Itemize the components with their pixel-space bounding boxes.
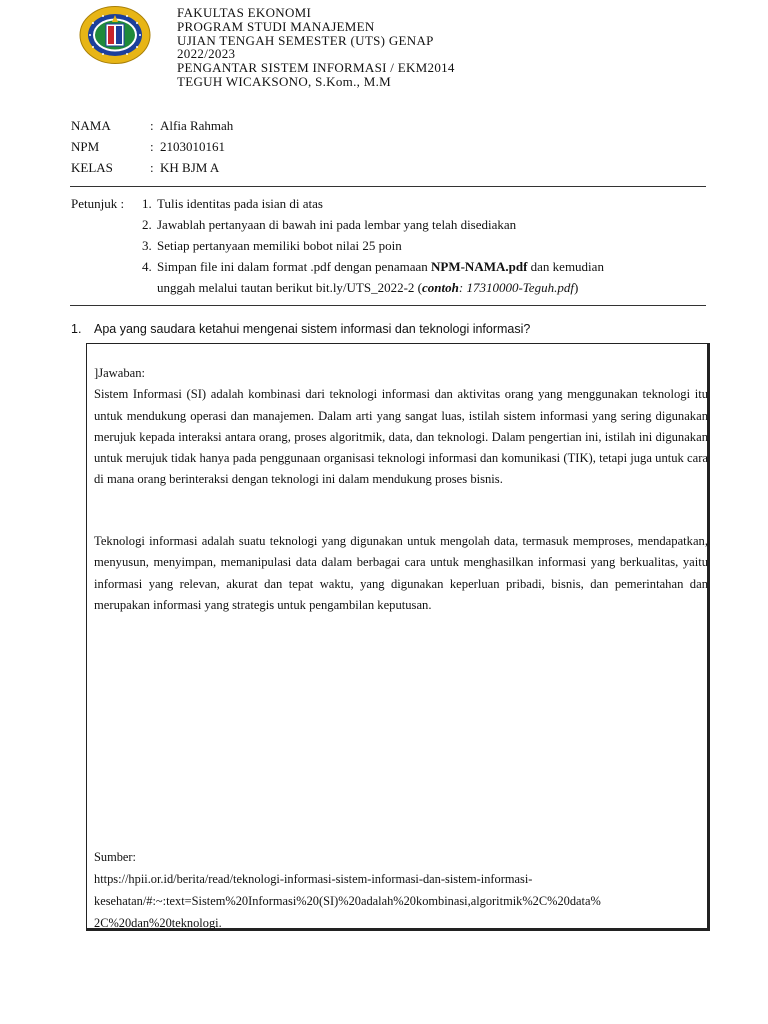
answer-content <box>94 363 708 491</box>
source-section <box>94 846 708 934</box>
question-number: 1. <box>71 322 82 336</box>
source-url-line: 2C%20dan%20teknologi. <box>94 916 222 930</box>
question-1 <box>71 322 530 336</box>
academic-year: 2022/2023 <box>177 46 236 62</box>
identity-label: KELAS <box>71 160 113 175</box>
identity-colon: : <box>150 160 154 175</box>
instruction-item <box>142 259 604 275</box>
lecturer-name: TEGUH WICAKSONO, S.Kom., M.M <box>177 73 392 89</box>
instruction-number: 2. <box>142 217 152 232</box>
identity-value: 2103010161 <box>160 139 225 154</box>
instructions-label: Petunjuk : <box>71 196 125 211</box>
instruction-text: Setiap pertanyaan memiliki bobot nilai 25 poin <box>157 238 402 253</box>
answer-paragraph-2: Teknologi informasi adalah suatu teknologi yang digunakan untuk mengolah data, termasuk memproses, mendapatkan, menyusun, menyimpan, memanipulasi data dalam berbagai cara untuk menghasilkan informasi yang berkualitas, yaitu informasi yang relevan, akurat dan tepat waktu, yang digunakan keperluan pribadi, bisnis, dan pemerintahan dan merupakan informasi yang strategis untuk pengambilan keputusan. <box>94 534 708 612</box>
instruction-text: Tulis identitas pada isian di atas <box>157 196 323 211</box>
file-name-format: NPM-NAMA.pdf <box>431 259 528 274</box>
instruction-text: unggah melalui tautan berikut bit.ly/UTS_2022-2 ( <box>157 280 423 295</box>
university-logo <box>79 5 151 65</box>
instruction-text: ) <box>573 280 579 295</box>
exam-header <box>177 6 455 89</box>
instruction-continuation <box>157 280 578 296</box>
instruction-item <box>142 238 402 254</box>
instruction-text: Simpan file ini dalam format .pdf dengan penamaan <box>157 259 431 274</box>
answer-paragraph-1: Sistem Informasi (SI) adalah kombinasi dari teknologi informasi dan aktivitas orang yang menggunakan teknologi itu untuk mendukung operasi dan manajemen. Dalam arti yang sangat luas, istilah sistem informasi yang sering digunakan merujuk kepada interaksi antara orang, proses algoritmik, data, dan teknologi. Dalam pengertian ini, istilah ini digunakan untuk merujuk tidak hanya pada penggunaan organisasi teknologi informasi dan komunikasi (TIK), tetapi juga untuk cara di mana orang berinteraksi dengan teknologi ini dalam mendukung proses bisnis. <box>94 387 708 487</box>
instruction-number: 3. <box>142 238 152 253</box>
identity-label: NPM <box>71 139 100 154</box>
example-label: contoh <box>422 280 459 295</box>
source-label: Sumber: <box>94 850 136 864</box>
instruction-number: 4. <box>142 259 152 274</box>
source-url-line: https://hpii.or.id/berita/read/teknologi-informasi-sistem-informasi-dan-sistem-informasi- <box>94 872 533 886</box>
identity-colon: : <box>150 118 154 133</box>
source-url-line: kesehatan/#:~:text=Sistem%20Informasi%20(SI)%20adalah%20kombinasi,algoritmik%2C%20data% <box>94 894 601 908</box>
identity-label: NAMA <box>71 118 111 133</box>
example-value: : 17310000-Teguh.pdf <box>458 280 574 295</box>
identity-colon: : <box>150 139 154 154</box>
study-program: PROGRAM STUDI MANAJEMEN <box>177 18 375 34</box>
instruction-item <box>142 196 323 212</box>
answer-content-2 <box>94 531 708 616</box>
instruction-item <box>142 217 516 233</box>
faculty-name: FAKULTAS EKONOMI <box>177 5 312 20</box>
instruction-text: dan kemudian <box>527 259 604 274</box>
instruction-text: Jawablah pertanyaan di bawah ini pada lembar yang telah disediakan <box>157 217 517 232</box>
identity-value: Alfia Rahmah <box>160 118 234 133</box>
divider <box>70 305 706 306</box>
course-name: PENGANTAR SISTEM INFORMASI / EKM2014 <box>177 60 455 76</box>
identity-value: KH BJM A <box>160 160 220 175</box>
divider <box>70 186 706 187</box>
answer-heading: ]Jawaban: <box>94 366 146 380</box>
exam-title: UJIAN TENGAH SEMESTER (UTS) GENAP <box>177 32 434 48</box>
instruction-number: 1. <box>142 196 152 211</box>
question-text: Apa yang saudara ketahui mengenai sistem informasi dan teknologi informasi? <box>94 322 531 336</box>
